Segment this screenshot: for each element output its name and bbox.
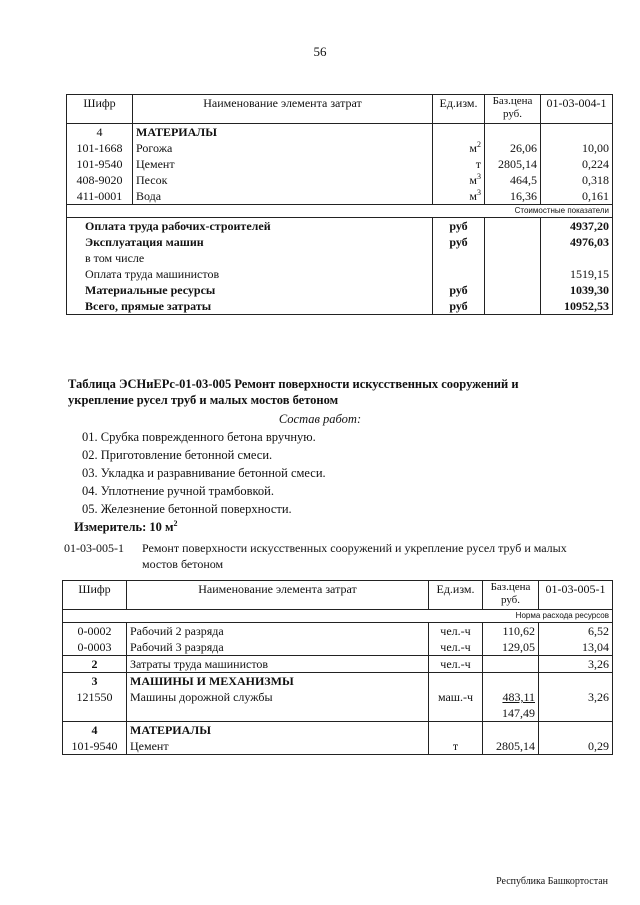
row-code: 101-9540 bbox=[67, 156, 133, 172]
list-item: 04. Уплотнение ручной трамбовкой. bbox=[82, 484, 274, 498]
cost-unit: руб bbox=[433, 298, 485, 315]
table-row bbox=[63, 623, 613, 640]
row-price: 26,06 bbox=[485, 140, 541, 156]
row-name: Рабочий 3 разряда bbox=[127, 639, 429, 656]
cost-unit: руб bbox=[433, 282, 485, 298]
list-item: 01. Срубка поврежденного бетона вручную. bbox=[82, 430, 316, 444]
table-row bbox=[63, 738, 613, 755]
header-unit: Ед.изм. bbox=[429, 581, 483, 610]
row-value: 3,26 bbox=[539, 656, 613, 673]
row-price: 464,5 bbox=[485, 172, 541, 188]
row-code: 0-0002 bbox=[63, 623, 127, 640]
header-name: Наименование элемента затрат bbox=[133, 95, 433, 124]
cost-name: Эксплуатация машин bbox=[85, 235, 204, 249]
row-price: 129,05 bbox=[483, 639, 539, 656]
cost-value: 1519,15 bbox=[541, 266, 613, 282]
section-title: МАТЕРИАЛЫ bbox=[133, 124, 433, 141]
section-code: 3 bbox=[63, 673, 127, 690]
cost-row bbox=[67, 298, 613, 315]
row-code: 101-1668 bbox=[67, 140, 133, 156]
section-row-machines bbox=[63, 673, 613, 690]
row-name: Цемент bbox=[133, 156, 433, 172]
section-row-materials bbox=[67, 124, 613, 141]
cost-value: 1039,30 bbox=[541, 282, 613, 298]
row-price: 16,36 bbox=[485, 188, 541, 205]
cost-sub: в том числе bbox=[85, 251, 145, 265]
section-code: 4 bbox=[67, 124, 133, 141]
table-title-line: укрепление русел труб и малых мостов бетоном bbox=[68, 393, 339, 407]
row-name: Вода bbox=[133, 188, 433, 205]
cost-name: Оплата труда машинистов bbox=[67, 266, 433, 282]
row-value: 0,318 bbox=[541, 172, 613, 188]
header-unit: Ед.изм. bbox=[433, 95, 485, 124]
works-heading: Состав работ: bbox=[278, 412, 362, 426]
list-item: 02. Приготовление бетонной смеси. bbox=[82, 448, 273, 462]
row-unit: т bbox=[433, 156, 485, 172]
table-row bbox=[63, 639, 613, 656]
table-title bbox=[68, 376, 608, 408]
cost-value: 4937,20 bbox=[541, 218, 613, 235]
cost-row bbox=[67, 234, 613, 266]
resource-table-1 bbox=[66, 94, 613, 315]
row-value: 10,00 bbox=[541, 140, 613, 156]
cost-name: Материальные ресурсы bbox=[67, 282, 433, 298]
row-code: 411-0001 bbox=[67, 188, 133, 205]
section-code: 4 bbox=[63, 722, 127, 739]
row-name: Рабочий 2 разряда bbox=[127, 623, 429, 640]
cost-note: Стоимостные показатели bbox=[67, 205, 613, 218]
cost-row bbox=[67, 266, 613, 282]
row-name: Затраты труда машинистов bbox=[127, 656, 429, 673]
header-norm: 01-03-004-1 bbox=[541, 95, 613, 124]
row-code: 101-9540 bbox=[63, 738, 127, 755]
table-row bbox=[67, 188, 613, 205]
row-price bbox=[483, 656, 539, 673]
cost-unit: руб bbox=[433, 218, 485, 235]
cost-row bbox=[67, 282, 613, 298]
meter: Измеритель: 10 $м^2$ bbox=[74, 518, 178, 534]
table-header-row bbox=[67, 95, 613, 124]
row-unit: $м^3$ bbox=[433, 172, 485, 188]
header-code: Шифр bbox=[63, 581, 127, 610]
row-value: 0,224 bbox=[541, 156, 613, 172]
row-unit: чел.-ч bbox=[429, 623, 483, 640]
section-title: МАШИНЫ И МЕХАНИЗМЫ bbox=[127, 673, 429, 690]
resource-table-2 bbox=[62, 580, 613, 755]
row-unit: $м^2$ bbox=[433, 140, 485, 156]
row-unit: чел.-ч bbox=[429, 656, 483, 673]
table-row bbox=[63, 689, 613, 722]
row-unit: чел.-ч bbox=[429, 639, 483, 656]
list-item: 03. Укладка и разравнивание бетонной смеси. bbox=[82, 466, 326, 480]
row-name: Рогожа bbox=[133, 140, 433, 156]
row-value: 13,04 bbox=[539, 639, 613, 656]
row-value: 0,29 bbox=[539, 738, 613, 755]
table-header-row bbox=[63, 581, 613, 610]
row-code: 2 bbox=[63, 656, 127, 673]
cost-name: Оплата труда рабочих-строителей bbox=[67, 218, 433, 235]
row-value: 0,161 bbox=[541, 188, 613, 205]
table-row bbox=[67, 140, 613, 156]
works-list bbox=[82, 428, 602, 518]
page-footer: Республика Башкортостан bbox=[496, 876, 608, 887]
section-title: МАТЕРИАЛЫ bbox=[127, 722, 429, 739]
norm-note-row bbox=[63, 610, 613, 623]
row-unit: т bbox=[429, 738, 483, 755]
row-unit: $м^3$ bbox=[433, 188, 485, 205]
row-price: 2805,14 bbox=[485, 156, 541, 172]
item-description: Ремонт поверхности искусственных сооружений и укрепление русел труб и малых мостов бетоном bbox=[142, 541, 567, 571]
norm-note: Норма расхода ресурсов bbox=[63, 610, 613, 623]
cost-name: Всего, прямые затраты bbox=[67, 298, 433, 315]
cost-value: 10952,53 bbox=[541, 298, 613, 315]
header-price: Баз.цена руб. bbox=[483, 581, 539, 610]
table-title-line: Таблица ЭСНиЕРс-01-03-005 Ремонт поверхности искусственных сооружений и bbox=[68, 377, 519, 391]
cost-note-row bbox=[67, 205, 613, 218]
table-row bbox=[67, 156, 613, 172]
section-row-materials bbox=[63, 722, 613, 739]
row-price: 2805,14 bbox=[483, 738, 539, 755]
row-unit: маш.-ч bbox=[429, 689, 483, 722]
row-code: 0-0003 bbox=[63, 639, 127, 656]
header-price: Баз.цена руб. bbox=[485, 95, 541, 124]
row-code: 121550 bbox=[63, 689, 127, 722]
cost-value: 4976,03 bbox=[541, 234, 613, 266]
header-name: Наименование элемента затрат bbox=[127, 581, 429, 610]
row-name: Песок bbox=[133, 172, 433, 188]
table-row bbox=[67, 172, 613, 188]
header-norm: 01-03-005-1 bbox=[539, 581, 613, 610]
row-value: 3,26 bbox=[539, 689, 613, 722]
page-number: 56 bbox=[313, 44, 327, 59]
row-price: 483,11 147,49 bbox=[483, 689, 539, 722]
row-price: 110,62 bbox=[483, 623, 539, 640]
table-row bbox=[63, 656, 613, 673]
row-name: Цемент bbox=[127, 738, 429, 755]
cost-row bbox=[67, 218, 613, 235]
row-value: 6,52 bbox=[539, 623, 613, 640]
row-code: 408-9020 bbox=[67, 172, 133, 188]
cost-unit: руб bbox=[433, 234, 485, 266]
list-item: 05. Железнение бетонной поверхности. bbox=[82, 502, 292, 516]
item-code: 01-03-005-1 bbox=[64, 541, 124, 555]
header-code: Шифр bbox=[67, 95, 133, 124]
cost-unit bbox=[433, 266, 485, 282]
row-name: Машины дорожной службы bbox=[127, 689, 429, 722]
